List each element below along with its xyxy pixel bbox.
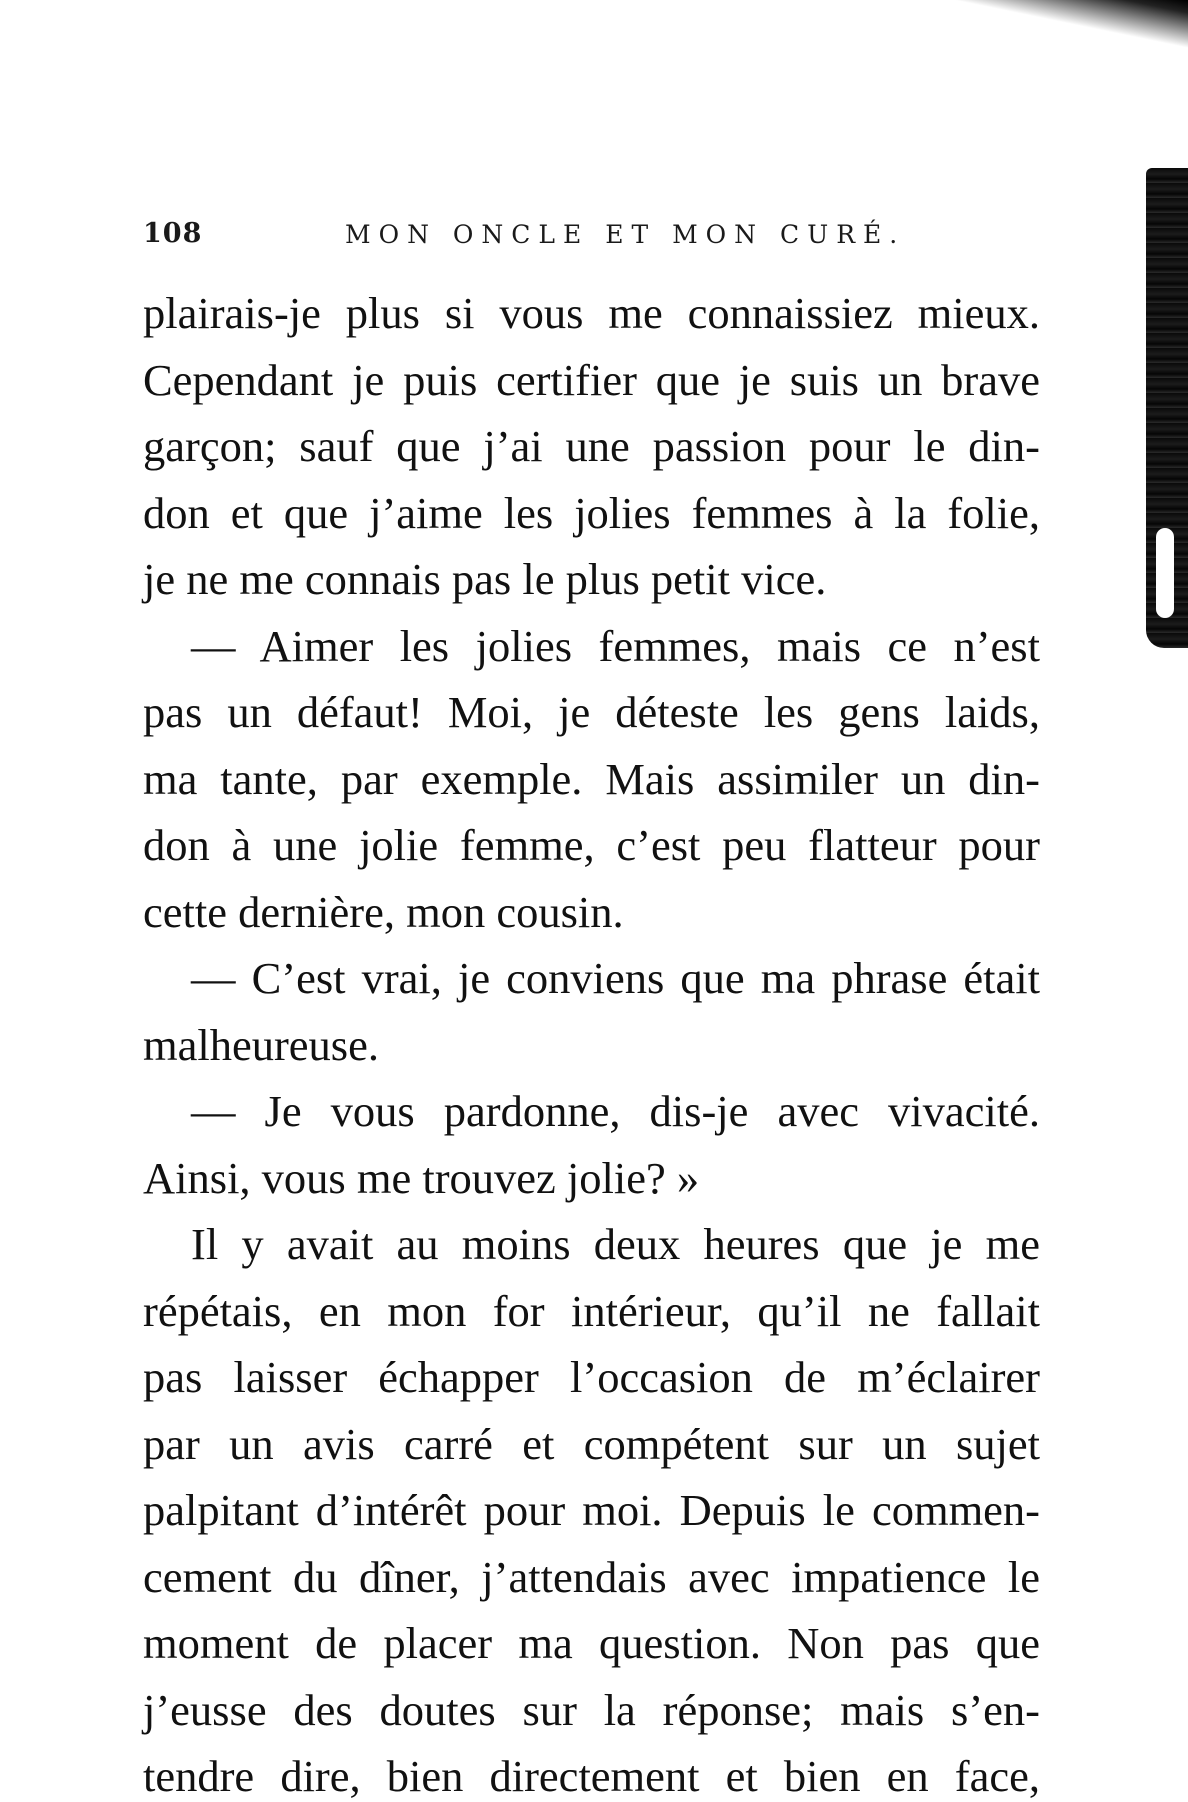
text-line: Cependant je puis certifier que je suis un brave (143, 354, 1040, 405)
text-line: plairais-je plus si vous me connaissiez mieux. (143, 288, 1040, 338)
text-line: par un avis carré et compétent sur un sujet (143, 1418, 1040, 1469)
text-line: tendre dire, bien directement et bien en face, (143, 1751, 1040, 1801)
text-line: — Aimer les jolies femmes, mais ce n’est (191, 620, 1040, 671)
body-text (143, 280, 1040, 1802)
text-line: moment de placer ma question. Non pas que (143, 1618, 1040, 1668)
book-binding-edge (1146, 168, 1188, 648)
text-line: je ne me connais pas le plus petit vice. (143, 554, 827, 604)
text-line: ma tante, par exemple. Mais assimiler un din- (143, 753, 1040, 804)
running-title: MON ONCLE ET MON CURÉ. (345, 220, 906, 249)
page-corner-shadow (798, 0, 1188, 80)
text-line: palpitant d’intérêt pour moi. Depuis le commen- (143, 1485, 1040, 1535)
text-line: pas laisser échapper l’occasion de m’éclairer (143, 1352, 1040, 1402)
text-line: cement du dîner, j’attendais avec impatience le (143, 1551, 1040, 1602)
text-line: cette dernière, mon cousin. (143, 886, 624, 937)
page-number: 108 (143, 218, 203, 249)
text-line: garçon; sauf que j’ai une passion pour le din- (143, 421, 1040, 471)
text-line: Il y avait au moins deux heures que je me (191, 1219, 1040, 1269)
text-line: Ainsi, vous me trouvez jolie? » (143, 1152, 700, 1203)
page-header (143, 218, 1043, 258)
text-line: — C’est vrai, je conviens que ma phrase était (191, 953, 1040, 1003)
text-line: pas un défaut! Moi, je déteste les gens laids, (143, 687, 1040, 737)
text-line: répétais, en mon for intérieur, qu’il ne fallait (143, 1285, 1040, 1336)
text-line: malheureuse. (143, 1019, 379, 1070)
text-line: don à une jolie femme, c’est peu flatteur pour (143, 820, 1040, 870)
binding-notch (1156, 528, 1174, 618)
text-line: j’eusse des doutes sur la réponse; mais s’en- (143, 1684, 1040, 1735)
text-line: — Je vous pardonne, dis-je avec vivacité. (191, 1086, 1040, 1136)
text-line: don et que j’aime les jolies femmes à la folie, (143, 487, 1040, 538)
